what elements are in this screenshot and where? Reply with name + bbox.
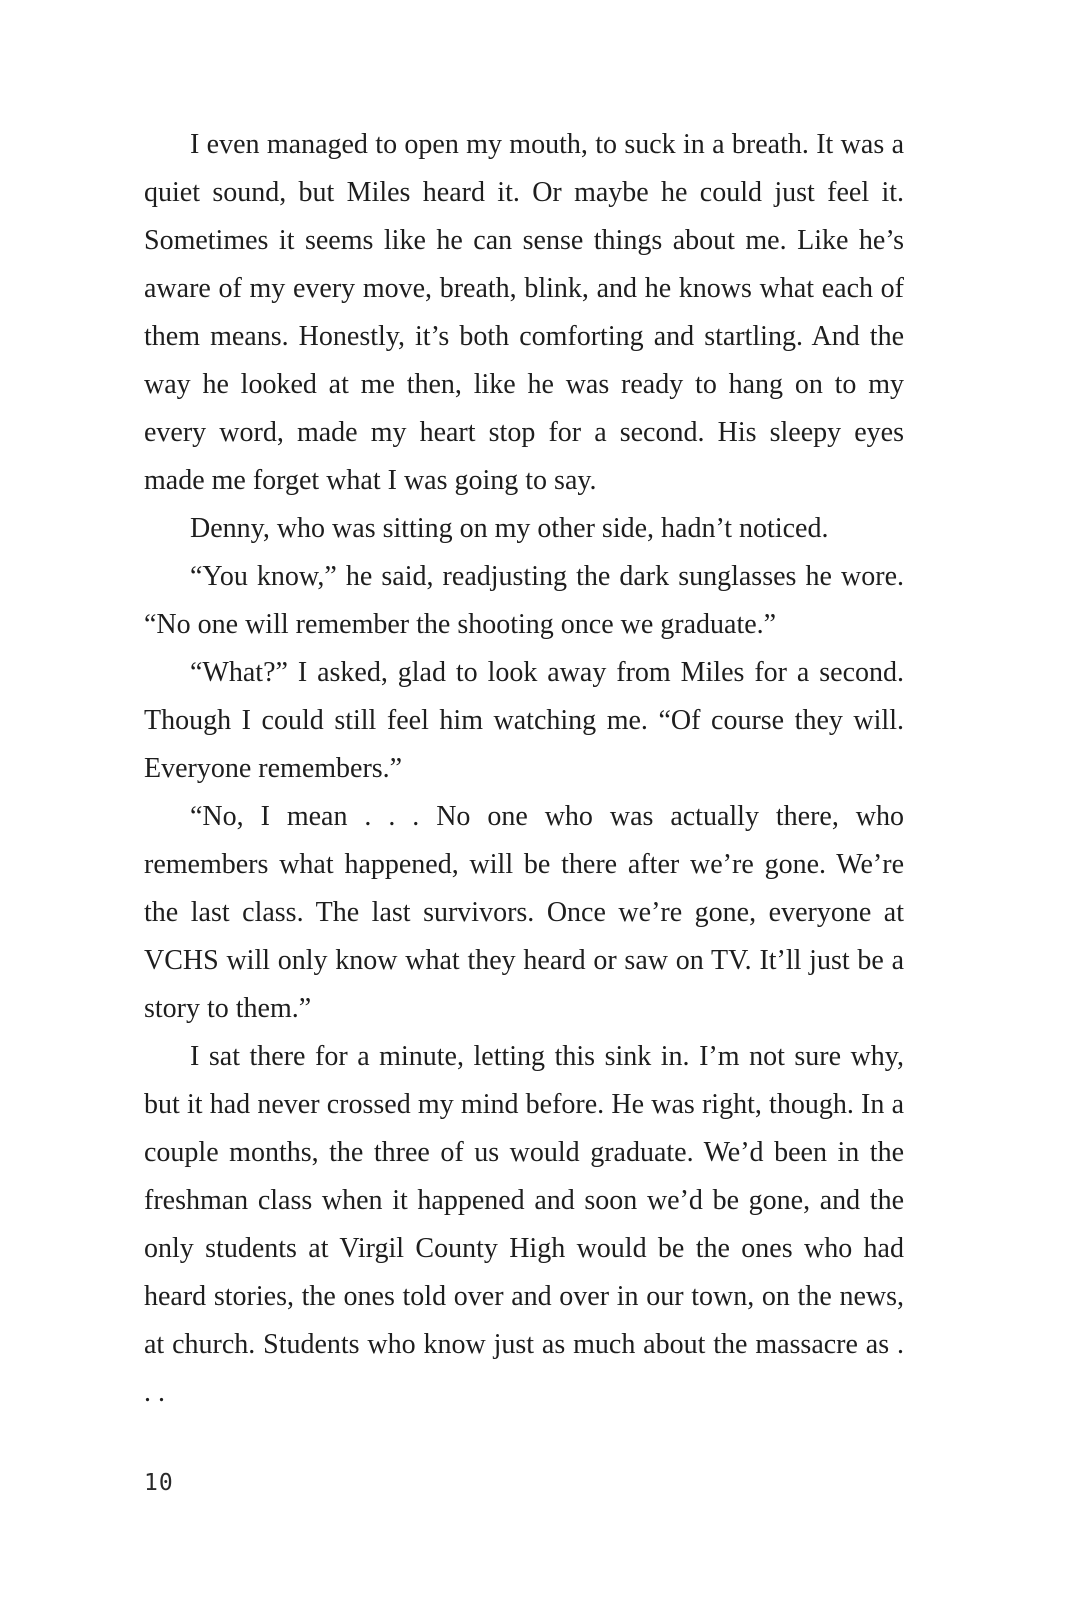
- paragraph-3: “You know,” he said, readjusting the dark sunglasses he wore. “No one will remember the shooting once we graduate.”: [144, 561, 904, 640]
- paragraph-1: I even managed to open my mouth, to suck in a breath. It was a quiet sound, but Miles heard it. Or maybe he could just feel it. Sometimes it seems like he can sense things about me. Like he’s aware of my every move, breath, blink, and he knows what each of them means. Honestly, it’s both comforting and startling. And the way he looked at me then, like he was ready to hang on to my every word, made my heart stop for a second. His sleepy eyes made me forget what I was going to say.: [144, 129, 904, 496]
- paragraph-2: Denny, who was sitting on my other side, hadn’t noticed.: [190, 513, 829, 544]
- page-body: [144, 121, 904, 1417]
- paragraph-6: I sat there for a minute, letting this sink in. I’m not sure why, but it had never crossed my mind before. He was right, though. In a couple months, the three of us would graduate. We’d been in the freshman class when it happened and soon we’d be gone, and the only students at Virgil County High would be the ones who had heard stories, the ones told over and over in our town, on the news, at church. Students who know just as much about the massacre as . . .: [144, 1041, 904, 1408]
- paragraph-4: “What?” I asked, glad to look away from Miles for a second. Though I could still feel him watching me. “Of course they will. Everyone remembers.”: [144, 657, 904, 784]
- page-number: 10: [144, 1470, 174, 1496]
- paragraph-5: “No, I mean . . . No one who was actually there, who remembers what happened, will be there after we’re gone. We’re the last class. The last survivors. Once we’re gone, everyone at VCHS will only know what they heard or saw on TV. It’ll just be a story to them.”: [144, 801, 904, 1024]
